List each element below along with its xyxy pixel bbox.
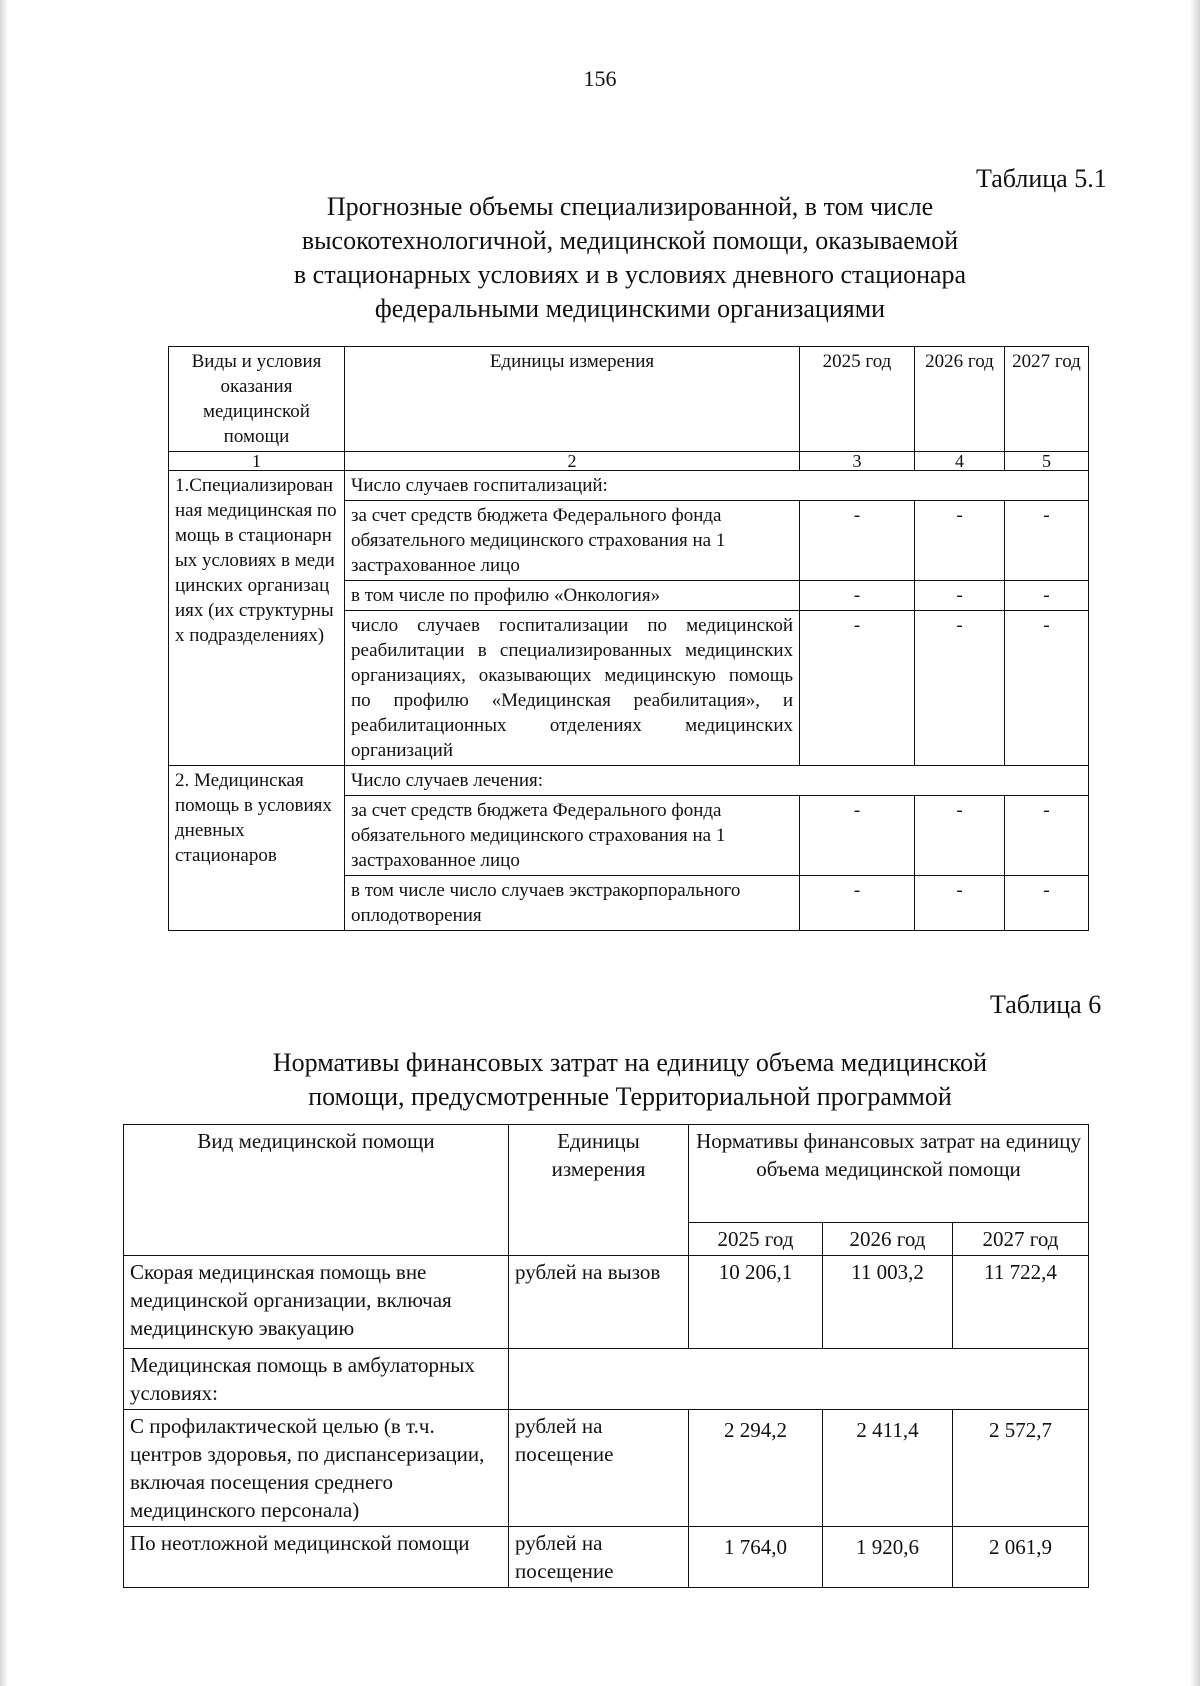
table-5-1 (168, 346, 1089, 931)
row-value-2025: - (800, 611, 915, 766)
row-empty (509, 1349, 1089, 1410)
row-value-2026: - (915, 796, 1005, 876)
table-row (124, 1256, 1089, 1349)
header-2027: 2027 год (1005, 347, 1089, 452)
row-unit: число случаев госпитализации по медицинской реабилитации в специализированных медицинских организациях, оказывающих медицинскую помощь по профилю «Медицинская реабилитация», и реабилитационных отделениях медицинских организаций (345, 611, 800, 766)
section-1-type: 1.Специализированная медицинская помощь в стационарных условиях в медицинских организациях (их структурных подразделениях) (169, 471, 345, 766)
row-value-2025: - (800, 796, 915, 876)
row-unit: в том числе число случаев экстракорпорального оплодотворения (345, 876, 800, 931)
row-value-2025: 1 764,0 (689, 1527, 823, 1588)
section-2-heading: Число случаев лечения: (345, 766, 1089, 796)
row-value-2025: - (800, 501, 915, 581)
header-2027: 2027 год (953, 1223, 1089, 1256)
row-value-2027: - (1005, 611, 1089, 766)
col-number: 2 (345, 452, 800, 471)
title-line: помощи, предусмотренные Территориальной программой (308, 1082, 952, 1111)
table-5-1-label: Таблица 5.1 (976, 164, 1107, 193)
col-number: 1 (169, 452, 345, 471)
col-number: 4 (915, 452, 1005, 471)
table-5-1-title (250, 190, 1010, 326)
row-type: С профилактической целью (в т.ч. центров здоровья, по диспансеризации, включая посещения среднего медицинского персонала) (124, 1410, 509, 1527)
table-6 (123, 1124, 1089, 1588)
title-line: высокотехнологичной, медицинской помощи, оказываемой (301, 226, 959, 255)
header-units: Единицы измерения (345, 347, 800, 452)
row-value-2026: 2 411,4 (823, 1410, 953, 1527)
row-value-2026: - (915, 876, 1005, 931)
row-value-2027: 11 722,4 (953, 1256, 1089, 1349)
header-norms: Нормативы финансовых затрат на единицу объема медицинской помощи (689, 1125, 1089, 1223)
row-value-2027: 2 572,7 (953, 1410, 1089, 1527)
row-value-2026: 11 003,2 (823, 1256, 953, 1349)
row-unit: за счет средств бюджета Федерального фонда обязательного медицинского страхования на 1 застрахованное лицо (345, 796, 800, 876)
col-number: 3 (800, 452, 915, 471)
table-row (169, 766, 1089, 796)
table-row (124, 1349, 1089, 1410)
scan-edge-left (0, 0, 8, 1686)
table-6-title (180, 1046, 1080, 1114)
table-row (169, 471, 1089, 501)
table-row (124, 1410, 1089, 1527)
header-2026: 2026 год (823, 1223, 953, 1256)
header-type: Вид медицинской помощи (124, 1125, 509, 1256)
row-value-2025: - (800, 876, 915, 931)
header-row (124, 1125, 1089, 1223)
row-unit: рублей на посещение (509, 1410, 689, 1527)
header-2026: 2026 год (915, 347, 1005, 452)
header-2025: 2025 год (689, 1223, 823, 1256)
row-value-2026: - (915, 501, 1005, 581)
row-value-2025: 2 294,2 (689, 1410, 823, 1527)
row-value-2027: 2 061,9 (953, 1527, 1089, 1588)
table-row (124, 1527, 1089, 1588)
row-unit: в том числе по профилю «Онкология» (345, 581, 800, 611)
row-value-2025: 10 206,1 (689, 1256, 823, 1349)
row-value-2026: 1 920,6 (823, 1527, 953, 1588)
page-number: 156 (583, 66, 617, 91)
row-type: Скорая медицинская помощь вне медицинской организации, включая медицинскую эвакуацию (124, 1256, 509, 1349)
row-value-2026: - (915, 581, 1005, 611)
column-number-row (169, 452, 1089, 471)
section-2-type: 2. Медицинская помощь в условиях дневных стационаров (169, 766, 345, 931)
row-unit: за счет средств бюджета Федерального фонда обязательного медицинского страхования на 1 застрахованное лицо (345, 501, 800, 581)
col-number: 5 (1005, 452, 1089, 471)
title-line: в стационарных условиях и в условиях дневного стационара (293, 260, 967, 289)
row-value-2026: - (915, 611, 1005, 766)
scan-edge-right (1190, 0, 1200, 1686)
row-unit: рублей на вызов (509, 1256, 689, 1349)
title-line: федеральными медицинскими организациями (374, 294, 886, 323)
title-line: Прогнозные объемы специализированной, в том числе (326, 192, 934, 221)
section-1-heading: Число случаев госпитализаций: (345, 471, 1089, 501)
header-2025: 2025 год (800, 347, 915, 452)
row-value-2027: - (1005, 876, 1089, 931)
row-value-2027: - (1005, 501, 1089, 581)
header-type: Виды и условия оказания медицинской помощи (169, 347, 345, 452)
row-value-2025: - (800, 581, 915, 611)
table-6-label: Таблица 6 (990, 990, 1102, 1019)
row-type: Медицинская помощь в амбулаторных условиях: (124, 1349, 509, 1410)
row-value-2027: - (1005, 796, 1089, 876)
row-unit: рублей на посещение (509, 1527, 689, 1588)
title-line: Нормативы финансовых затрат на единицу объема медицинской (272, 1048, 988, 1077)
header-units: Единицы измерения (509, 1125, 689, 1256)
row-type: По неотложной медицинской помощи (124, 1527, 509, 1588)
row-value-2027: - (1005, 581, 1089, 611)
header-row (169, 347, 1089, 452)
